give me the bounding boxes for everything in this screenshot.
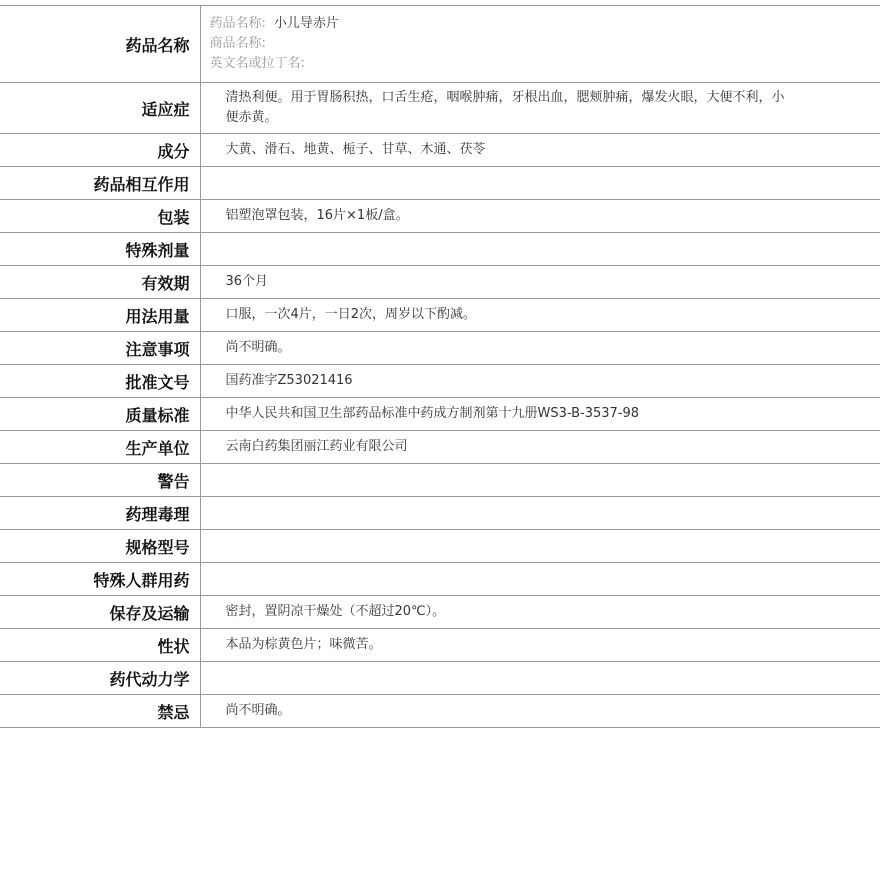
table-row-quality-standard	[0, 398, 880, 431]
row-value: 36个月	[225, 274, 269, 289]
row-label: 批准文号	[0, 365, 200, 398]
row-label: 药代动力学	[0, 662, 200, 695]
table-row-storage	[0, 596, 880, 629]
row-label: 成分	[0, 134, 200, 167]
table-row-special-dosage	[0, 233, 880, 266]
row-value	[200, 530, 880, 563]
table-row-drug-name	[0, 6, 880, 83]
row-label: 药品名称	[0, 6, 200, 83]
row-label: 包装	[0, 200, 200, 233]
table-row-specification	[0, 530, 880, 563]
row-value: 国药准字Z53021416	[225, 373, 353, 388]
field-key: 英文名或拉丁名:	[209, 56, 305, 71]
table-row-shelf-life	[0, 266, 880, 299]
row-label: 适应症	[0, 83, 200, 134]
row-value: 密封，置阴凉干燥处（不超过20℃）。	[225, 604, 446, 619]
row-value: 云南白药集团丽江药业有限公司	[225, 439, 408, 454]
row-label: 质量标准	[0, 398, 200, 431]
table-row-contraindications	[0, 695, 880, 728]
row-value: 铝塑泡罩包装，16片×1板/盒。	[225, 208, 409, 223]
row-label: 保存及运输	[0, 596, 200, 629]
row-value: 大黄、滑石、地黄、栀子、甘草、木通、茯苓	[225, 142, 486, 157]
row-value: 中华人民共和国卫生部药品标准中药成方制剂第十九册WS3-B-3537-98	[225, 406, 640, 421]
table-row-special-populations	[0, 563, 880, 596]
name-line-latin	[210, 54, 880, 74]
row-label: 规格型号	[0, 530, 200, 563]
table-row-ingredients	[0, 134, 880, 167]
row-value: 清热利便。用于胃肠积热，口舌生疮，咽喉肿痛，牙根出血，腮颊肿痛，爆发火眼，大便不利，小便赤黄。	[225, 90, 785, 125]
row-value: 本品为棕黄色片；味微苦。	[225, 637, 382, 652]
row-label: 有效期	[0, 266, 200, 299]
row-label: 性状	[0, 629, 200, 662]
table-row-warning	[0, 464, 880, 497]
table-row-pharmacology	[0, 497, 880, 530]
table-row-approval-number	[0, 365, 880, 398]
row-label: 注意事项	[0, 332, 200, 365]
table-row-packaging	[0, 200, 880, 233]
row-value	[200, 167, 880, 200]
table-row-manufacturer	[0, 431, 880, 464]
field-key: 药品名称:	[209, 16, 266, 31]
row-label: 特殊人群用药	[0, 563, 200, 596]
drug-spec-table	[0, 5, 880, 728]
row-value: 尚不明确。	[225, 340, 291, 355]
row-label: 药理毒理	[0, 497, 200, 530]
row-label: 警告	[0, 464, 200, 497]
row-value	[200, 662, 880, 695]
row-value: 口服，一次4片，一日2次，周岁以下酌减。	[225, 307, 477, 322]
field-value: 小儿导赤片	[273, 16, 339, 31]
row-value	[200, 563, 880, 596]
name-line-generic	[210, 14, 880, 34]
row-label: 生产单位	[0, 431, 200, 464]
table-row-pharmacokinetics	[0, 662, 880, 695]
table-row-precautions	[0, 332, 880, 365]
drug-name-values	[200, 6, 880, 83]
table-row-interactions	[0, 167, 880, 200]
field-key: 商品名称:	[209, 36, 266, 51]
row-label: 药品相互作用	[0, 167, 200, 200]
row-value: 尚不明确。	[225, 703, 291, 718]
row-label: 禁忌	[0, 695, 200, 728]
table-row-usage	[0, 299, 880, 332]
row-value	[200, 233, 880, 266]
row-value	[200, 497, 880, 530]
row-label: 特殊剂量	[0, 233, 200, 266]
table-row-indications	[0, 83, 880, 134]
table-row-description	[0, 629, 880, 662]
row-label: 用法用量	[0, 299, 200, 332]
name-line-trade	[210, 34, 880, 54]
row-value	[200, 464, 880, 497]
